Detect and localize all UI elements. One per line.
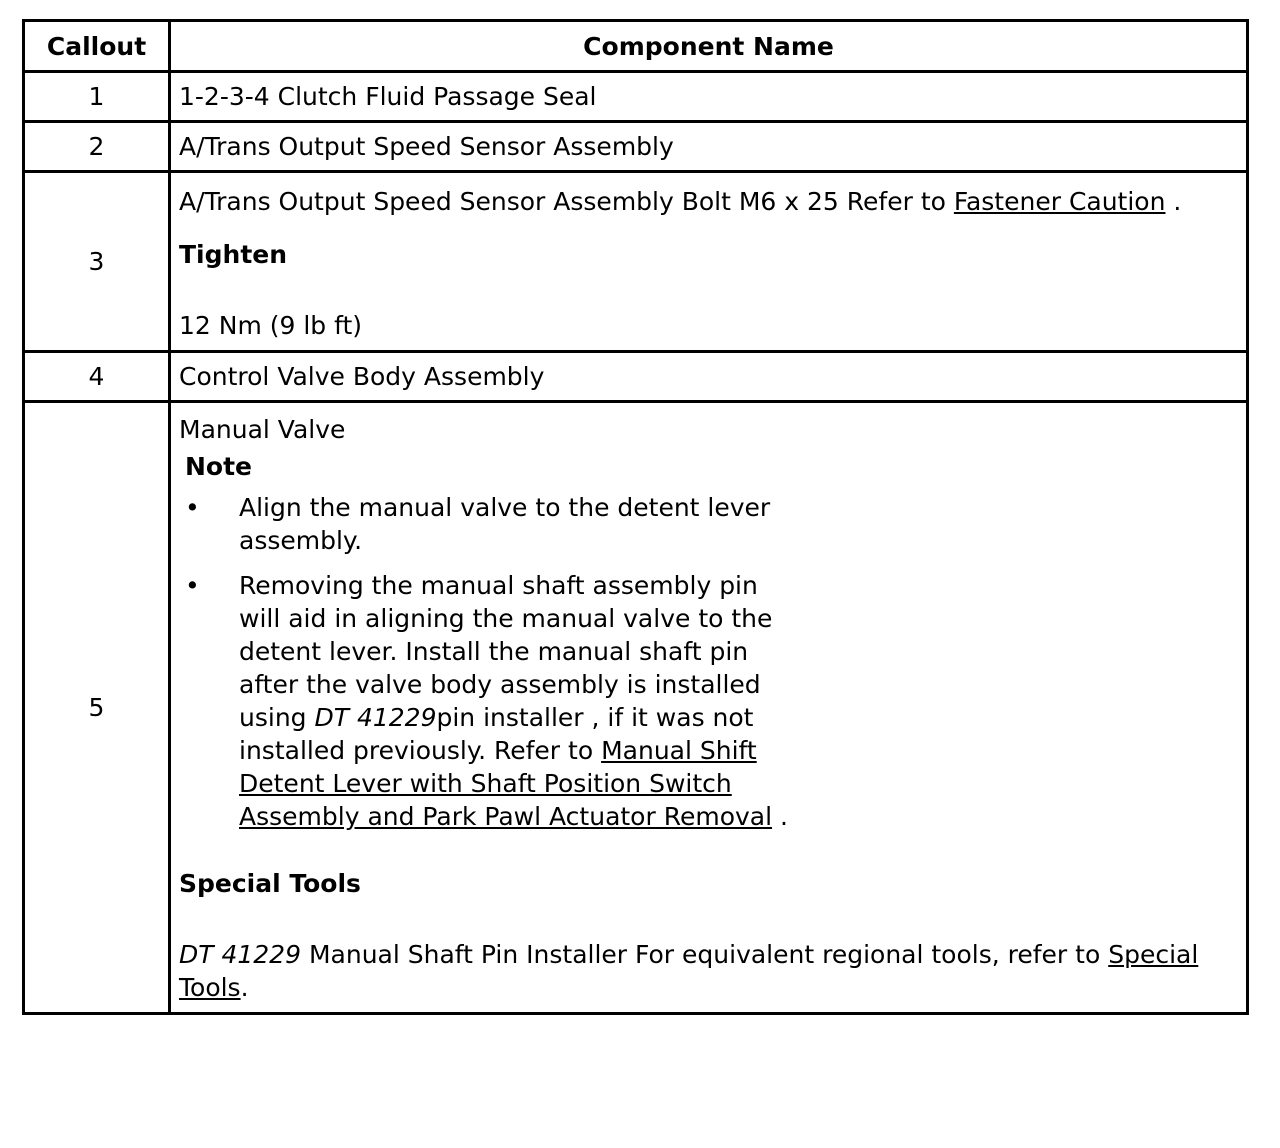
callout-number: 2 — [24, 122, 170, 172]
tool-id: DT 41229 — [179, 940, 301, 969]
callout-number: 5 — [24, 402, 170, 1014]
special-tools-link[interactable]: Special Tools — [179, 940, 1199, 1002]
tool-id: DT 41229 — [314, 703, 437, 732]
note-text: Align the manual valve to the detent lever assembly. — [239, 493, 771, 555]
header-callout: Callout — [24, 21, 170, 72]
fastener-caution-link[interactable]: Fastener Caution — [953, 187, 1166, 216]
bullet: • — [185, 571, 200, 600]
component-name: A/Trans Output Speed Sensor Assembly — [170, 122, 1248, 172]
note-text: Removing the manual shaft assembly pin will aid in aligning the manual valve to the detent lever. Install the manual shaft pin after the valve body assembly is installed using — [239, 571, 773, 732]
component-name: A/Trans Output Speed Sensor Assembly Bolt M6 x 25 Refer to — [179, 187, 946, 216]
link-suffix: . — [240, 973, 249, 1002]
note-heading: Note — [185, 452, 253, 481]
table-header-row — [24, 21, 1248, 72]
table-row — [24, 352, 1248, 402]
callout-number: 1 — [24, 72, 170, 122]
table-row — [24, 172, 1248, 352]
table-row — [24, 122, 1248, 172]
table-row — [24, 72, 1248, 122]
component-details — [170, 402, 1248, 1014]
header-component-name: Component Name — [170, 21, 1248, 72]
callout-number: 4 — [24, 352, 170, 402]
link-suffix: . — [1165, 187, 1182, 216]
list-item — [179, 569, 804, 833]
tighten-heading: Tighten — [179, 240, 288, 269]
table-row — [24, 402, 1248, 1014]
list-item — [179, 491, 804, 557]
component-name: Manual Valve — [179, 415, 346, 444]
note-text: pin installer , if it was not installed previously. Refer to — [239, 703, 754, 765]
components-table — [22, 19, 1249, 1015]
note-list — [179, 491, 804, 833]
special-tools-text — [179, 938, 1238, 1004]
manual-shift-detent-link[interactable]: Manual Shift Detent Lever with Shaft Position Switch Assembly and Park Pawl Actuator Removal — [239, 736, 773, 831]
component-details — [170, 172, 1248, 352]
tool-description: Manual Shaft Pin Installer For equivalent regional tools, refer to — [308, 940, 1101, 969]
bullet: • — [185, 493, 200, 522]
special-tools-heading: Special Tools — [179, 869, 361, 898]
torque-value: 12 Nm (9 lb ft) — [179, 311, 363, 340]
callout-number: 3 — [24, 172, 170, 352]
link-suffix: . — [772, 802, 788, 831]
component-name: 1-2-3-4 Clutch Fluid Passage Seal — [170, 72, 1248, 122]
component-name: Control Valve Body Assembly — [170, 352, 1248, 402]
